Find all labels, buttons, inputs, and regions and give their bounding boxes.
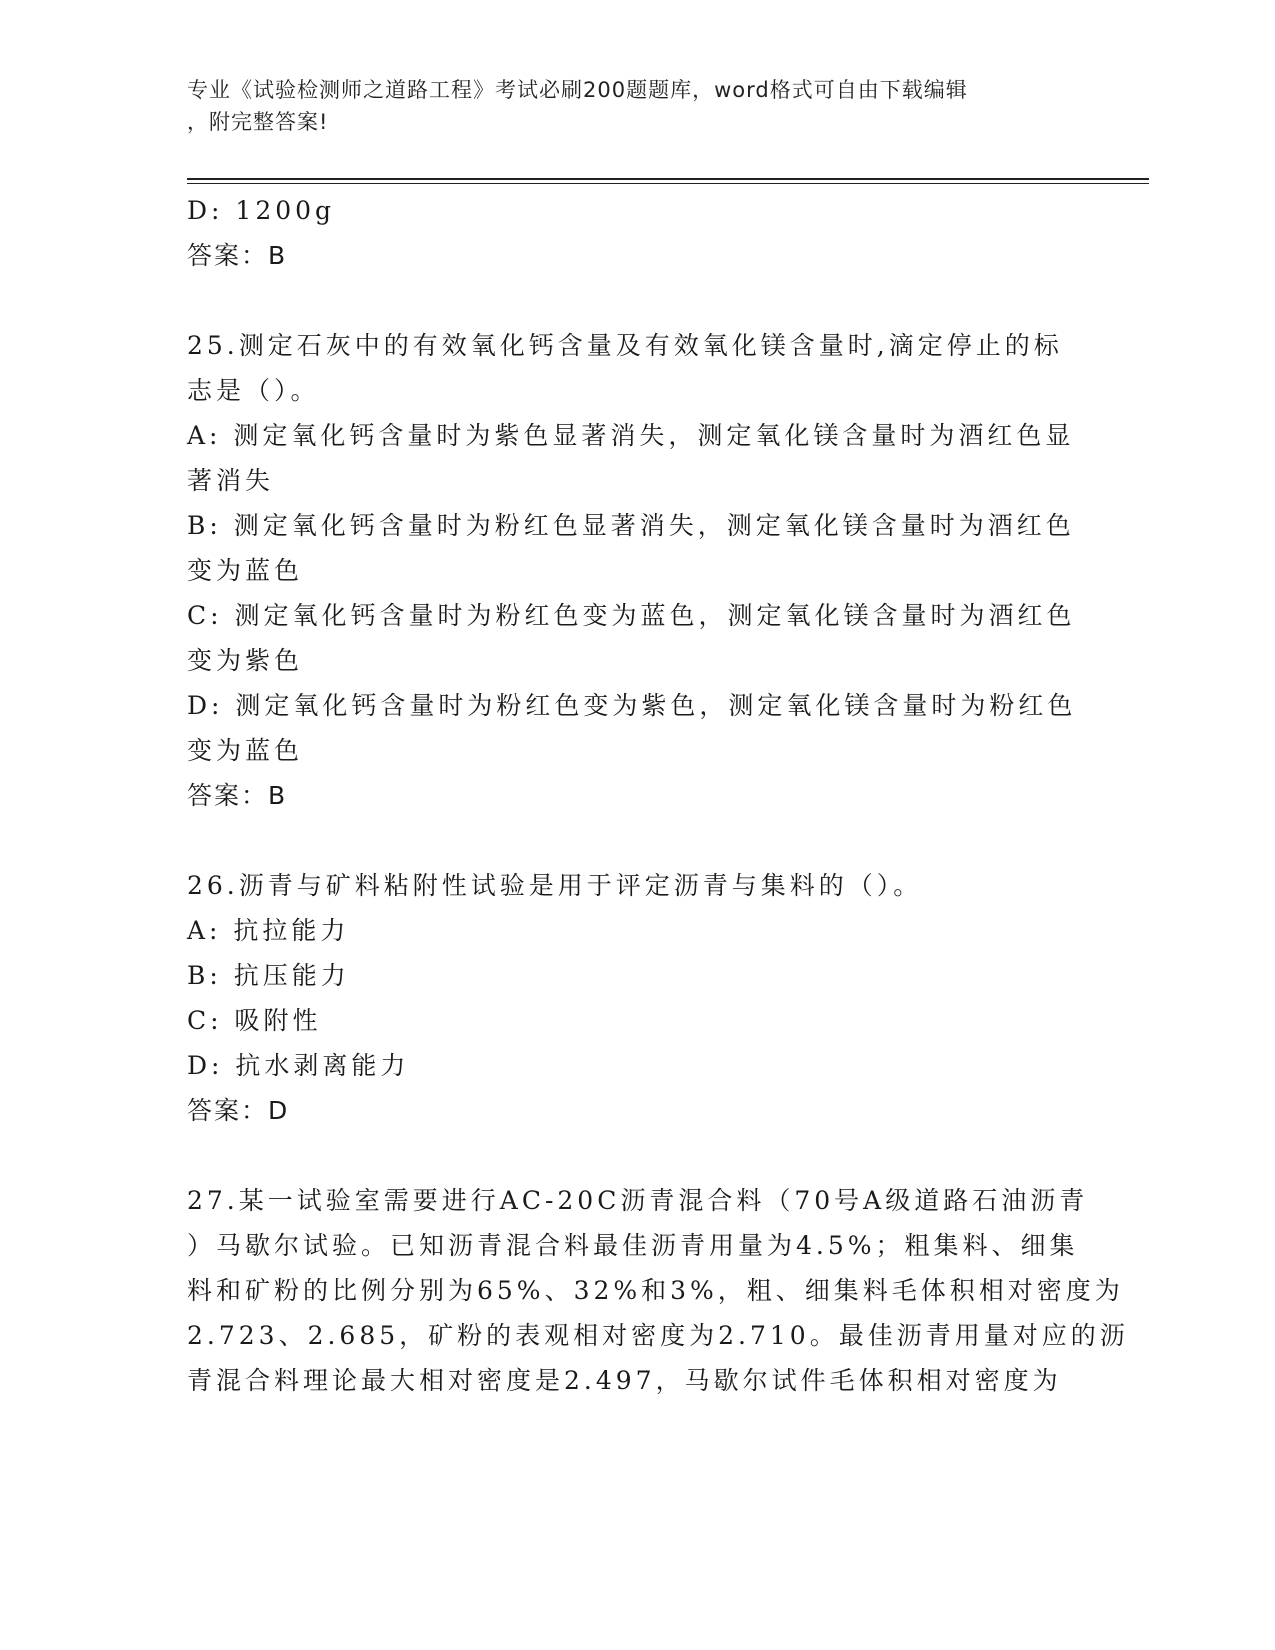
question-stem: 27.某一试验室需要进行AC-20C沥青混合料（70号A级道路石油沥青 [187,1186,1089,1215]
question-stem-cont: 志是（）。 [187,376,320,405]
document-header [187,74,1057,138]
question-stem-cont: 料和矿粉的比例分别为65%、32%和3%，粗、细集料毛体积相对密度为 [187,1276,1124,1305]
question-stem-cont: ）马歇尔试验。已知沥青混合料最佳沥青用量为4.5%；粗集料、细集 [187,1231,1079,1260]
option-a: A: 抗拉能力 [187,916,350,945]
question-stem-cont: 青混合料理论最大相对密度是2.497，马歇尔试件毛体积相对密度为 [187,1366,1062,1395]
header-title-line-1: 专业《试验检测师之道路工程》考试必刷200题题库，word格式可自由下载编辑 [187,78,968,102]
option-b: B: 抗压能力 [187,961,350,990]
answer: 答案：D [187,1096,290,1125]
header-divider-thin [187,183,1149,184]
spacer [187,818,1077,863]
option-b-cont: 变为蓝色 [187,556,304,585]
question-stem-cont: 2.723、2.685，矿粉的表观相对密度为2.710。最佳沥青用量对应的沥 [187,1321,1129,1350]
option-c-cont: 变为紫色 [187,646,304,675]
answer: 答案：B [187,241,288,270]
header-title-line-2: ，附完整答案! [187,110,329,134]
spacer [187,1133,1077,1178]
question-stem: 25.测定石灰中的有效氧化钙含量及有效氧化镁含量时,滴定停止的标 [187,331,1063,360]
option-c: C: 吸附性 [187,1006,322,1035]
option-d: D: 抗水剥离能力 [187,1051,410,1080]
spacer [187,278,1077,323]
option-b: B: 测定氧化钙含量时为粉红色显著消失，测定氧化镁含量时为酒红色 [187,511,1075,540]
option-d: D: 测定氧化钙含量时为粉红色变为紫色，测定氧化镁含量时为粉红色 [187,691,1077,720]
question-26 [187,863,1077,1133]
option-c: C: 测定氧化钙含量时为粉红色变为蓝色，测定氧化镁含量时为酒红色 [187,601,1076,630]
previous-question-tail [187,188,1077,278]
question-25 [187,323,1077,818]
header-divider-thick [187,178,1149,180]
option-d: D: 1200g [187,196,336,225]
document-body [187,188,1129,1403]
option-a-cont: 著消失 [187,466,275,495]
answer: 答案：B [187,781,288,810]
option-d-cont: 变为蓝色 [187,736,304,765]
option-a: A: 测定氧化钙含量时为紫色显著消失，测定氧化镁含量时为酒红色显 [187,421,1075,450]
question-27 [187,1178,1129,1403]
question-stem: 26.沥青与矿料粘附性试验是用于评定沥青与集料的（）。 [187,871,923,900]
